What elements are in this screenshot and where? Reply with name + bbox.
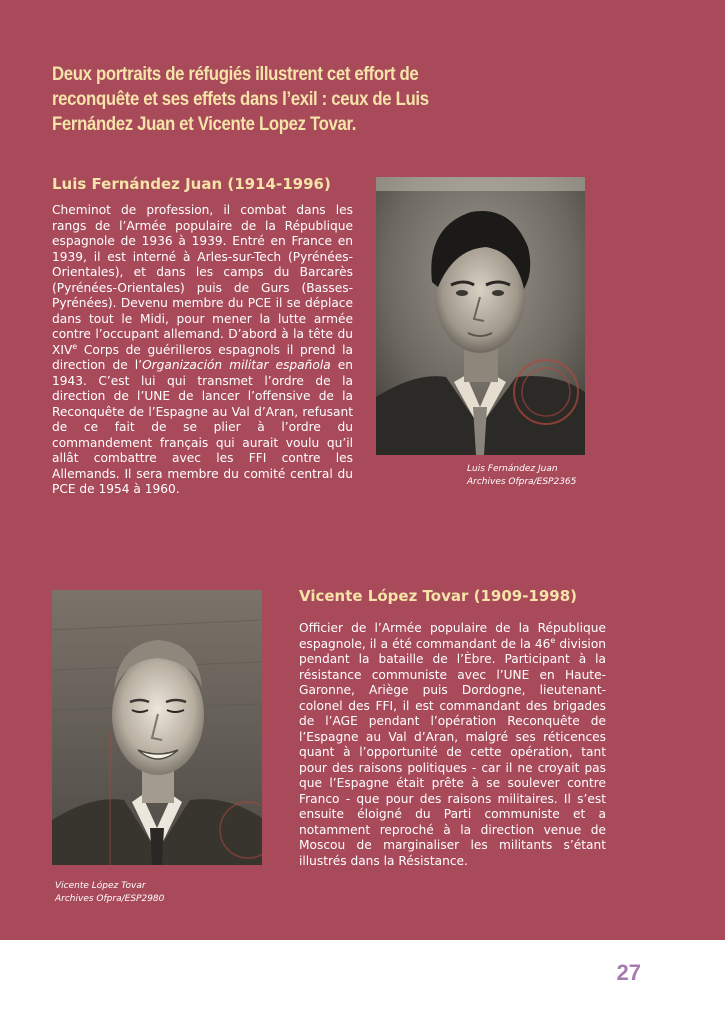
bio-luis-fernandez-juan: Cheminot de profession, il combat dans les rangs de l’Armée populaire de la République espagnole de 1936 à 1939. Entré en France en 1939, il est interné à Arles-sur-Tech (Pyrénées-Orientales), et dans les camps du Barcarès (Pyrénées-Orientales) puis de Gurs (Basses-Pyrénées). Devenu membre du PCE il se déplace dans tout le Midi, pour mener la lutte armée contre l’occupant allemand. D’abord à la tête du XIVe Corps de guérilleros espagnols il prend la direction de l’Organización militar española en 1943. C’est lui qui transmet l’ordre de la direction de l’UNE de lancer l’offensive de la Reconquête de l’Espagne au Val d’Aran, refusant de ce fait de se plier à l’ordre du commandement français qui aurait voulu qu’il allât combattre avec les FFI contre les Allemands. Il sera membre du comité central du PCE de 1954 à 1960. (52, 203, 353, 496)
page-number: 27 (616, 960, 641, 985)
caption-source: Archives Ofpra/ESP2365 (467, 477, 577, 487)
caption-name: Vicente López Tovar (55, 881, 146, 891)
section-heading-vicente-lopez-tovar: Vicente López Tovar (1909-1998) (299, 587, 578, 605)
portrait-photo-luis-fernandez-juan (376, 177, 585, 455)
bio-vicente-lopez-tovar: Officier de l’Armée populaire de la République espagnole, il a été commandant de la 46e division pendant la bataille de l’Èbre. Participant à la résistance communiste avec l’UNE en Haute-Garonne, Ariège puis Dordogne, lieutenant-colonel des FFI, il est commandant des brigades de l’AGE pendant l’opération Reconquête de l’Espagne au Val d’Aran, malgré ses réticences quant à l’opportunité de cette opération, tant pour des raisons politiques - car il ne croyait pas que l’Espagne était prête à se soulever contre Franco - que pour des raisons militaires. Il s’est ensuite éloigné du Parti communiste et a notamment reproché à la direction venue de Moscou de marginaliser les militants s’étant illustrés dans la Résistance. (299, 621, 607, 868)
photo-caption-luis-fernandez-juan (467, 463, 576, 489)
caption-name: Luis Fernández Juan (467, 464, 558, 474)
portrait-2-illustration (52, 590, 262, 865)
photo-caption-vicente-lopez-tovar (55, 880, 164, 906)
intro-paragraph: Deux portraits de réfugiés illustrent cet effort de reconquête et ses effets dans l’exil : ceux de Luis Fernández Juan et Vicente Lopez Tovar. (52, 63, 429, 135)
caption-source: Archives Ofpra/ESP2980 (55, 894, 165, 904)
portrait-1-illustration (376, 177, 585, 455)
section-heading-luis-fernandez-juan: Luis Fernández Juan (1914-1996) (52, 175, 331, 193)
portrait-photo-vicente-lopez-tovar (52, 590, 262, 865)
